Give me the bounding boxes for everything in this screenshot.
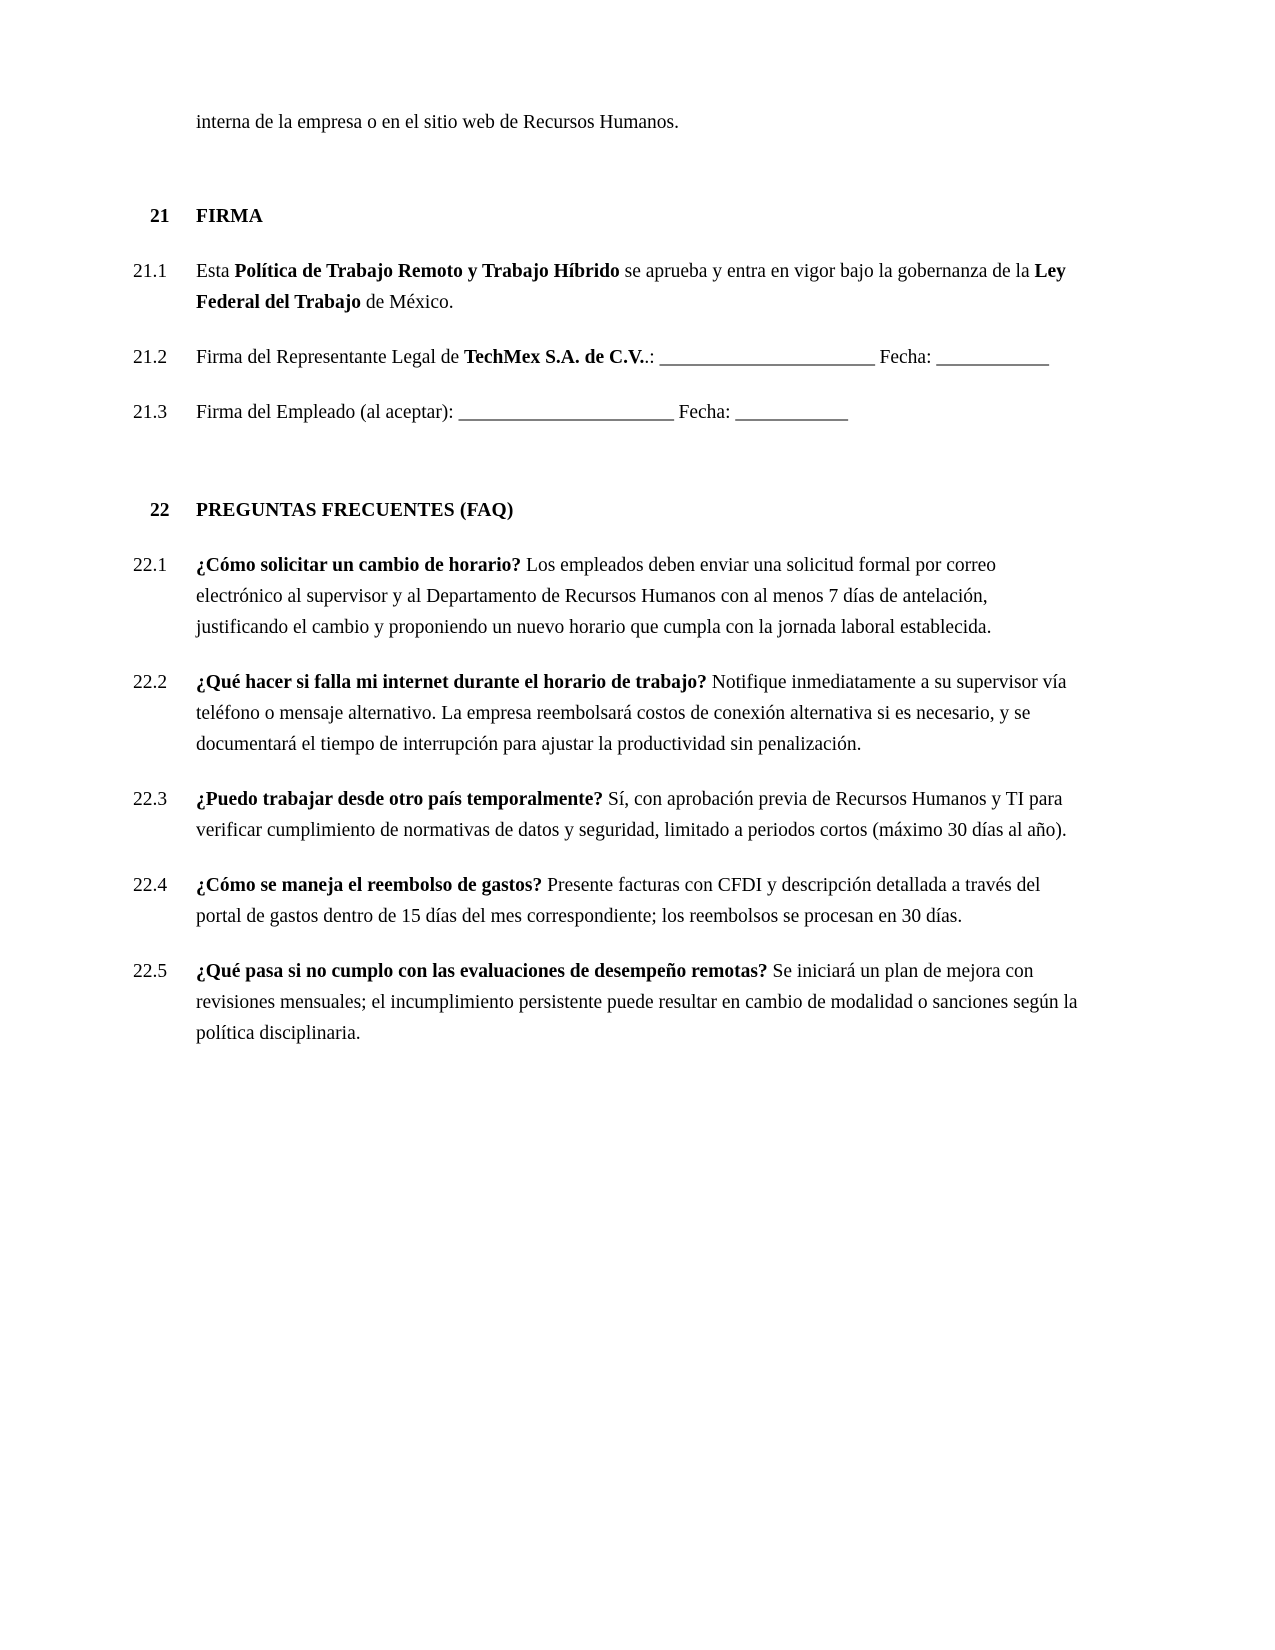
- faq-number-22-5: 22.5: [133, 961, 168, 982]
- faq-answer-22-2: Notifique inmediatamente a su supervisor vía teléfono o mensaje alternativo. La empresa reembolsará costos de conexión alternativa si es necesario, y se documentará el tiempo de interrupción para ajustar la productividad sin penalización.: [196, 672, 1067, 755]
- clause-21-1-text-a: Esta: [196, 261, 235, 282]
- clause-21-1-text-d: de México.: [361, 292, 454, 313]
- faq-item-22-1: [133, 550, 1083, 643]
- clause-21-2-date-label: Fecha:: [874, 347, 937, 368]
- clause-21-3-date-label: Fecha:: [673, 402, 736, 423]
- continuation-paragraph: interna de la empresa o en el sitio web de Recursos Humanos.: [196, 112, 680, 133]
- faq-body-22-4: [196, 870, 1083, 932]
- clause-21-1-law-name: Ley Federal del Trabajo: [196, 261, 1066, 313]
- signature-blank-employee[interactable]: _______________________: [458, 402, 674, 423]
- clause-21-2-text-c: .:: [644, 347, 660, 368]
- faq-item-22-4: [133, 870, 1083, 932]
- faq-item-22-3: [133, 784, 1083, 846]
- clause-21-3: [133, 397, 1083, 428]
- clause-21-1-text-c: se aprueba y entra en vigor bajo la gobernanza de la: [619, 261, 1035, 282]
- faq-question-22-1: ¿Cómo solicitar un cambio de horario?: [196, 555, 522, 576]
- faq-question-22-4: ¿Cómo se maneja el reembolso de gastos?: [196, 875, 543, 896]
- faq-item-22-5: [133, 956, 1083, 1049]
- date-blank-employee[interactable]: ____________: [735, 402, 848, 423]
- faq-item-22-2: [133, 667, 1083, 760]
- faq-body-22-2: [196, 667, 1083, 760]
- faq-number-22-3: 22.3: [133, 789, 168, 810]
- clause-21-2-company-name: TechMex S.A. de C.V.: [464, 347, 645, 368]
- clause-21-3-text-a: Firma del Empleado (al aceptar):: [196, 402, 459, 423]
- section-heading-21: [133, 202, 1083, 232]
- clause-21-1: [133, 256, 1083, 318]
- faq-question-22-2: ¿Qué hacer si falla mi internet durante el horario de trabajo?: [196, 672, 707, 693]
- faq-number-22-2: 22.2: [133, 672, 168, 693]
- faq-question-22-3: ¿Puedo trabajar desde otro país temporalmente?: [196, 789, 604, 810]
- clause-number-21-2: 21.2: [133, 347, 168, 368]
- clause-number-21-3: 21.3: [133, 402, 168, 423]
- signature-blank-representative[interactable]: _______________________: [659, 347, 875, 368]
- faq-answer-22-1: Los empleados deben enviar una solicitud formal por correo electrónico al supervisor y al Departamento de Recursos Humanos con al menos 7 días de antelación, justificando el cambio y proponiendo un nuevo horario que cumpla con la jornada laboral establecida.: [196, 555, 997, 638]
- section-heading-22: [133, 496, 1083, 526]
- clause-body-21-3: [196, 397, 1083, 428]
- clause-21-2-text-a: Firma del Representante Legal de: [196, 347, 465, 368]
- clause-number-21-1: 21.1: [133, 261, 168, 282]
- section-title-22: PREGUNTAS FRECUENTES (FAQ): [196, 500, 514, 521]
- clause-21-1-policy-name: Política de Trabajo Remoto y Trabajo Híbrido: [234, 261, 620, 282]
- clause-body-21-1: [196, 256, 1083, 318]
- clause-21-2: [133, 342, 1083, 373]
- faq-body-22-1: [196, 550, 1083, 643]
- section-title-21: FIRMA: [196, 206, 264, 227]
- date-blank-representative[interactable]: ____________: [936, 347, 1049, 368]
- faq-number-22-4: 22.4: [133, 875, 168, 896]
- faq-answer-22-5: Se iniciará un plan de mejora con revisiones mensuales; el incumplimiento persistente puede resultar en cambio de modalidad o sanciones según la política disciplinaria.: [196, 961, 1078, 1044]
- section-number-22: 22: [150, 500, 170, 521]
- faq-number-22-1: 22.1: [133, 555, 168, 576]
- faq-question-22-5: ¿Qué pasa si no cumplo con las evaluaciones de desempeño remotas?: [196, 961, 768, 982]
- faq-body-22-3: [196, 784, 1083, 846]
- faq-answer-22-3: Sí, con aprobación previa de Recursos Humanos y TI para verificar cumplimiento de normativas de datos y seguridad, limitado a periodos cortos (máximo 30 días al año).: [196, 789, 1067, 841]
- faq-answer-22-4: Presente facturas con CFDI y descripción detallada a través del portal de gastos dentro de 15 días del mes correspondiente; los reembolsos se procesan en 30 días.: [196, 875, 1041, 927]
- section-number-21: 21: [150, 206, 170, 227]
- clause-body-21-2: [196, 342, 1083, 373]
- faq-body-22-5: [196, 956, 1083, 1049]
- page-content: [133, 108, 1083, 1049]
